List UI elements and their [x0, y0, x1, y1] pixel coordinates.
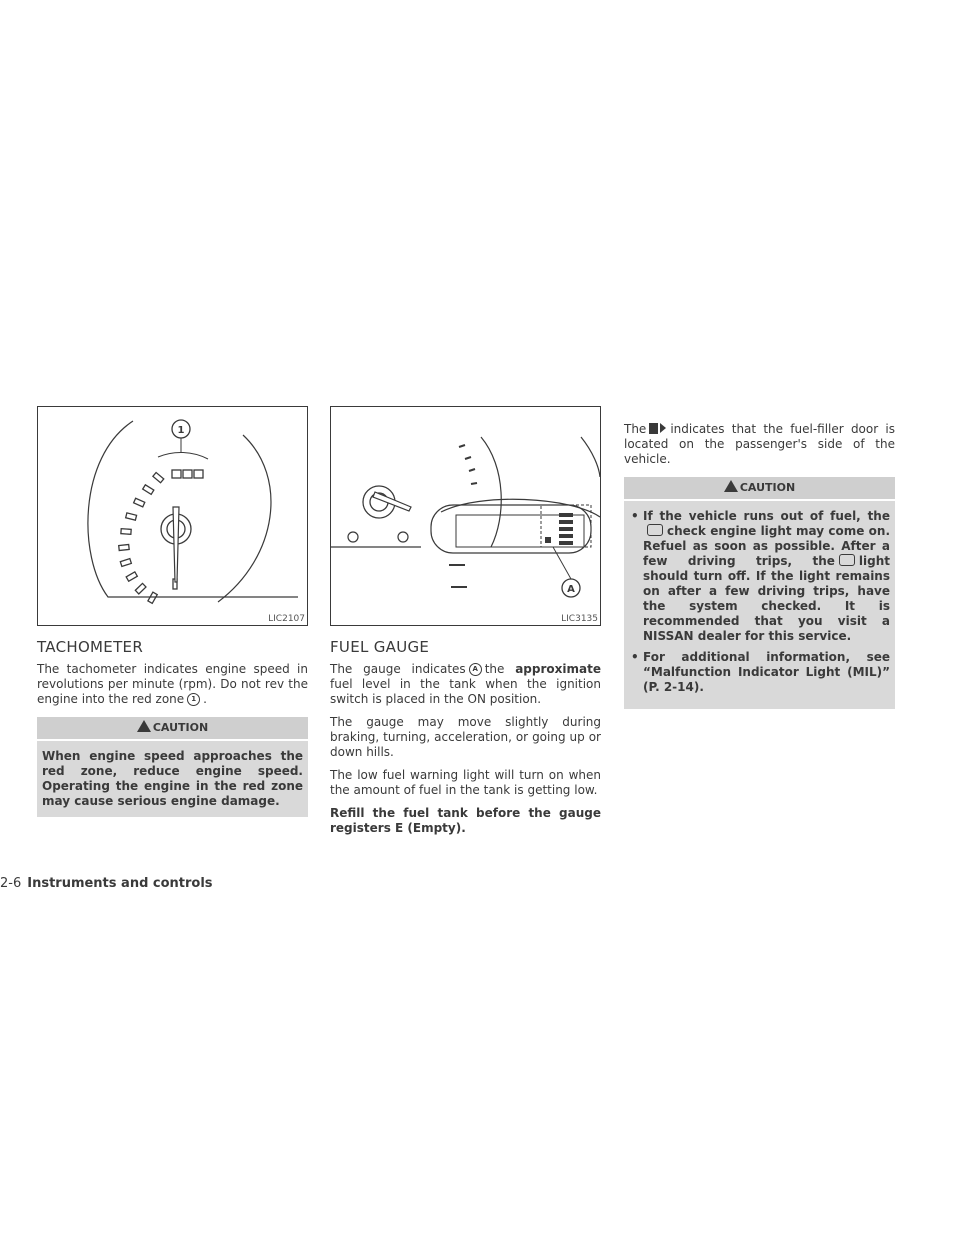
fuel-gauge-figure [330, 406, 601, 626]
tachometer-text: The tachometer indicates engine speed in revolutions per minute (rpm). Do not rev the engine into the red zone [37, 662, 308, 706]
page-footer [0, 876, 213, 891]
list-item [629, 650, 890, 695]
tachometer-callout-label: 1 [177, 425, 185, 436]
fuel-gauge-paragraph-3: The low fuel warning light will turn on when the amount of fuel in the tank is getting low. [330, 768, 601, 797]
fuel-text-end: fuel level in the tank when the ignition switch is placed in the ON position. [330, 677, 601, 706]
warning-triangle-icon [724, 480, 738, 492]
tachometer-text-end: . [203, 692, 207, 706]
fuel-callout-label: A [567, 584, 575, 595]
tachometer-figure [37, 406, 308, 626]
fuel-gauge-paragraph-4: Refill the fuel tank before the gauge registers E (Empty). [330, 806, 601, 835]
tachometer-illustration [38, 407, 307, 625]
figure-code: LIC3135 [561, 614, 598, 624]
check-engine-icon [647, 524, 663, 536]
tachometer-column [37, 406, 308, 817]
section-title: Instruments and controls [27, 876, 213, 891]
fuel-gauge-paragraph-2: The gauge may move slightly during braking, turning, acceleration, or going up or down hills. [330, 715, 601, 759]
caution-bullet-text-mid: check engine light may come on. Refuel as soon as possible. After a few driving trips, the [643, 524, 890, 568]
caution-list [629, 509, 890, 695]
caution-title: CAUTION [739, 481, 796, 494]
ref-1-icon: 1 [187, 693, 200, 706]
caution-bullet-text-end: light should turn off. If the light remains on after a few driving trips, have the system checked. It is recommended that you visit a NISSAN dealer for this service. [643, 554, 890, 643]
tachometer-heading: TACHOMETER [37, 638, 144, 656]
fuel-gauge-paragraph-1 [330, 662, 601, 707]
figure-code: LIC2107 [268, 614, 305, 624]
caution-body [624, 501, 895, 709]
fuel-gauge-heading: FUEL GAUGE [330, 638, 430, 656]
caution-header [624, 477, 895, 501]
fuel-text-mid: the [484, 662, 505, 676]
caution-text: When engine speed approaches the red zone, reduce engine speed. Operating the engine in the red zone may cause serious engine damage. [42, 749, 303, 808]
caution-title: CAUTION [152, 721, 209, 734]
list-item [629, 509, 890, 644]
caution-bullet-reference: For additional information, see “Malfunction Indicator Light (MIL)” (P. 2-14). [643, 650, 890, 694]
fuel-door-paragraph [624, 422, 895, 467]
ref-a-icon: A [469, 663, 482, 676]
tachometer-paragraph [37, 662, 308, 707]
fuel-text: The gauge indicates [330, 662, 466, 676]
arrow-right-icon [660, 423, 666, 433]
fuel-caution-box [624, 477, 895, 709]
caution-header [37, 717, 308, 741]
fuel-gauge-illustration [331, 407, 600, 625]
tachometer-caution-box [37, 717, 308, 817]
warning-triangle-icon [137, 720, 151, 732]
caution-bullet-text: If the vehicle runs out of fuel, the [643, 509, 890, 523]
fuel-pump-icon [649, 423, 658, 434]
fuel-gauge-column [330, 406, 601, 844]
page-number: 2-6 [0, 876, 22, 891]
check-engine-icon [839, 554, 855, 566]
fuel-door-text: The [624, 422, 647, 436]
fuel-door-text-end: indicates that the fuel-filler door is located on the passenger's side of the vehicle. [624, 422, 895, 466]
fuel-text-bold: approximate [515, 662, 601, 676]
fuel-door-column [624, 406, 895, 709]
